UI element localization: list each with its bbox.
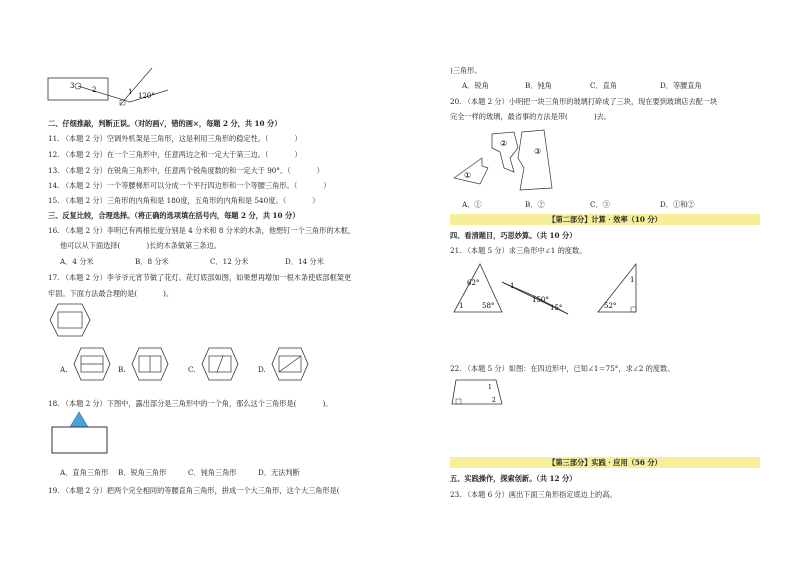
q18-line1: 18. （本题 2 分）下图中，露出部分是三角形中的一个角，那么这个三角形是( )。: [48, 399, 333, 408]
hidden-triangle-figure: [48, 410, 110, 456]
q20-line2: 完全一样的玻璃，最省事的方法是带( )去。: [450, 112, 611, 121]
t2-angle-1: 1: [510, 282, 515, 290]
section5-heading: 五、实践操作，探索创新。（共 12 分）: [450, 474, 577, 483]
section2-heading: 二、仔细推敲，判断正误。（对的画√，错的画×，每题 2 分，共 10 分）: [48, 119, 282, 128]
q15: 15. （本题 2 分）三角形的内角和是 180度，五角形的内角和是 540度。（ ）: [48, 196, 320, 205]
q20-option-d: D．①和②: [660, 200, 695, 209]
q19-option-d: D．等腰直角: [660, 81, 702, 90]
t1-angle-62: 62°: [467, 279, 480, 287]
q16-option-c: C．12 分米: [210, 257, 249, 266]
q21-text: 21. （本题 5 分）求三角形中∠1 的度数。: [450, 246, 587, 255]
q18-option-a: A．直角三角形: [60, 468, 109, 477]
broken-glass-figure: [452, 128, 562, 198]
q19-option-b: B．钝角: [525, 81, 552, 90]
section4-heading: 四、看清题目，巧思妙算。（共 10 分）: [450, 231, 577, 240]
q23-text: 23. （本题 6 分）画出下面三角形指定底边上的高。: [450, 490, 617, 499]
q17-line1: 17. （本题 2 分）李爷爷元宵节做了花灯。花灯底部如图，如果想再增加一根木条使底部框架更: [48, 273, 352, 282]
fig-label-3: 3: [70, 82, 75, 90]
q14: 14. （本题 2 分）一个等腰梯形可以分成一个平行四边形和一个等腰三角形。（ ）: [48, 181, 331, 190]
q12: 12. （本题 2 分）在一个三角形中，任意两边之和一定大于第三边。（ ）: [48, 150, 302, 159]
q20-option-b: B．②: [525, 200, 545, 209]
q20-option-c: C．③: [590, 200, 610, 209]
t2-angle-15: 15°: [550, 304, 563, 312]
q16-option-a: A．4 分米: [60, 257, 94, 266]
q22-quadrilateral-figure: [450, 378, 510, 408]
piece-1: ①: [464, 171, 472, 180]
fig-angle-120: 120°: [138, 92, 155, 100]
q17-option-c: C.: [188, 365, 196, 374]
hexagon-option-b: [130, 346, 170, 382]
q18-option-c: C．钝角三角形: [188, 468, 237, 477]
section3-heading: 三、反复比较，合理选择。（将正确的选项填在括号内，每题 2 分，共 10 分）: [48, 211, 300, 220]
q18-option-d: D．无法判断: [258, 468, 300, 477]
q13: 13. （本题 2 分）在锐角三角形中，任意两个锐角度数的和一定大于 90°。（ ）: [48, 166, 324, 175]
t2-angle-150: 150°: [532, 296, 549, 304]
q22-text: 22. （本题 5 分）如图：在四边形中，已知∠1＝75°，求∠2 的度数。: [450, 364, 675, 373]
q19-option-a: A．锐角: [462, 81, 489, 90]
q19-line1: 19. （本题 2 分）把两个完全相同的等腰直角三角形，拼成一个大三角形，这个大三角形是(: [48, 486, 340, 495]
piece-3: ③: [534, 147, 542, 156]
lantern-hexagon-figure: [48, 302, 92, 338]
t1-angle-58: 58°: [482, 302, 495, 310]
q22-angle-2: 2: [492, 397, 496, 404]
hexagon-option-d: [270, 346, 310, 382]
section-band-part2: 【第二部分】计算 · 效率（10 分）: [450, 214, 760, 225]
q17-option-b: B.: [118, 365, 126, 374]
q19-option-c: C．直角: [590, 81, 618, 90]
t3-angle-52: 52°: [604, 302, 617, 310]
q16-line1: 16. （本题 2 分）李明已有两根长度分别是 4 分米和 8 分米的木条，他想钉一个三角形的木框，: [48, 226, 356, 235]
q21-triangles-figure: [450, 262, 650, 316]
q17-option-d: D.: [258, 365, 266, 374]
q16-line2: 他可以从下面选择( )长的木条做第三条边。: [60, 241, 221, 250]
q11: 11. （本题 2 分）空调外机架是三角形，这是利用三角形的稳定性。（ ）: [48, 134, 302, 143]
hexagon-option-a: [72, 346, 112, 382]
fig-label-2: 2: [92, 86, 97, 94]
q16-option-d: D．14 分米: [285, 257, 324, 266]
q22-angle-1: 1: [488, 384, 492, 391]
q18-option-b: B．锐角三角形: [118, 468, 167, 477]
t1-angle-1: 1: [459, 302, 464, 310]
q17-line2: 牢固。下面方法最合理的是( )。: [48, 289, 174, 298]
q20-line1: 20. （本题 2 分）小明把一块三角形的玻璃打碎成了三块，现在要到玻璃店去配一块: [450, 97, 718, 106]
angle-rectangle-figure: [40, 72, 170, 112]
section-band-part3: 【第三部分】实践 · 应用（56 分）: [450, 457, 760, 468]
q19-continuation: )三角形。: [450, 66, 482, 75]
hexagon-option-c: [200, 346, 240, 382]
piece-2: ②: [500, 139, 508, 148]
t3-angle-1: 1: [630, 276, 635, 284]
q16-option-b: B．8 分米: [135, 257, 169, 266]
fig-label-1: 1: [128, 88, 133, 96]
q20-option-a: A．①: [462, 200, 482, 209]
q17-option-a: A.: [60, 365, 68, 374]
